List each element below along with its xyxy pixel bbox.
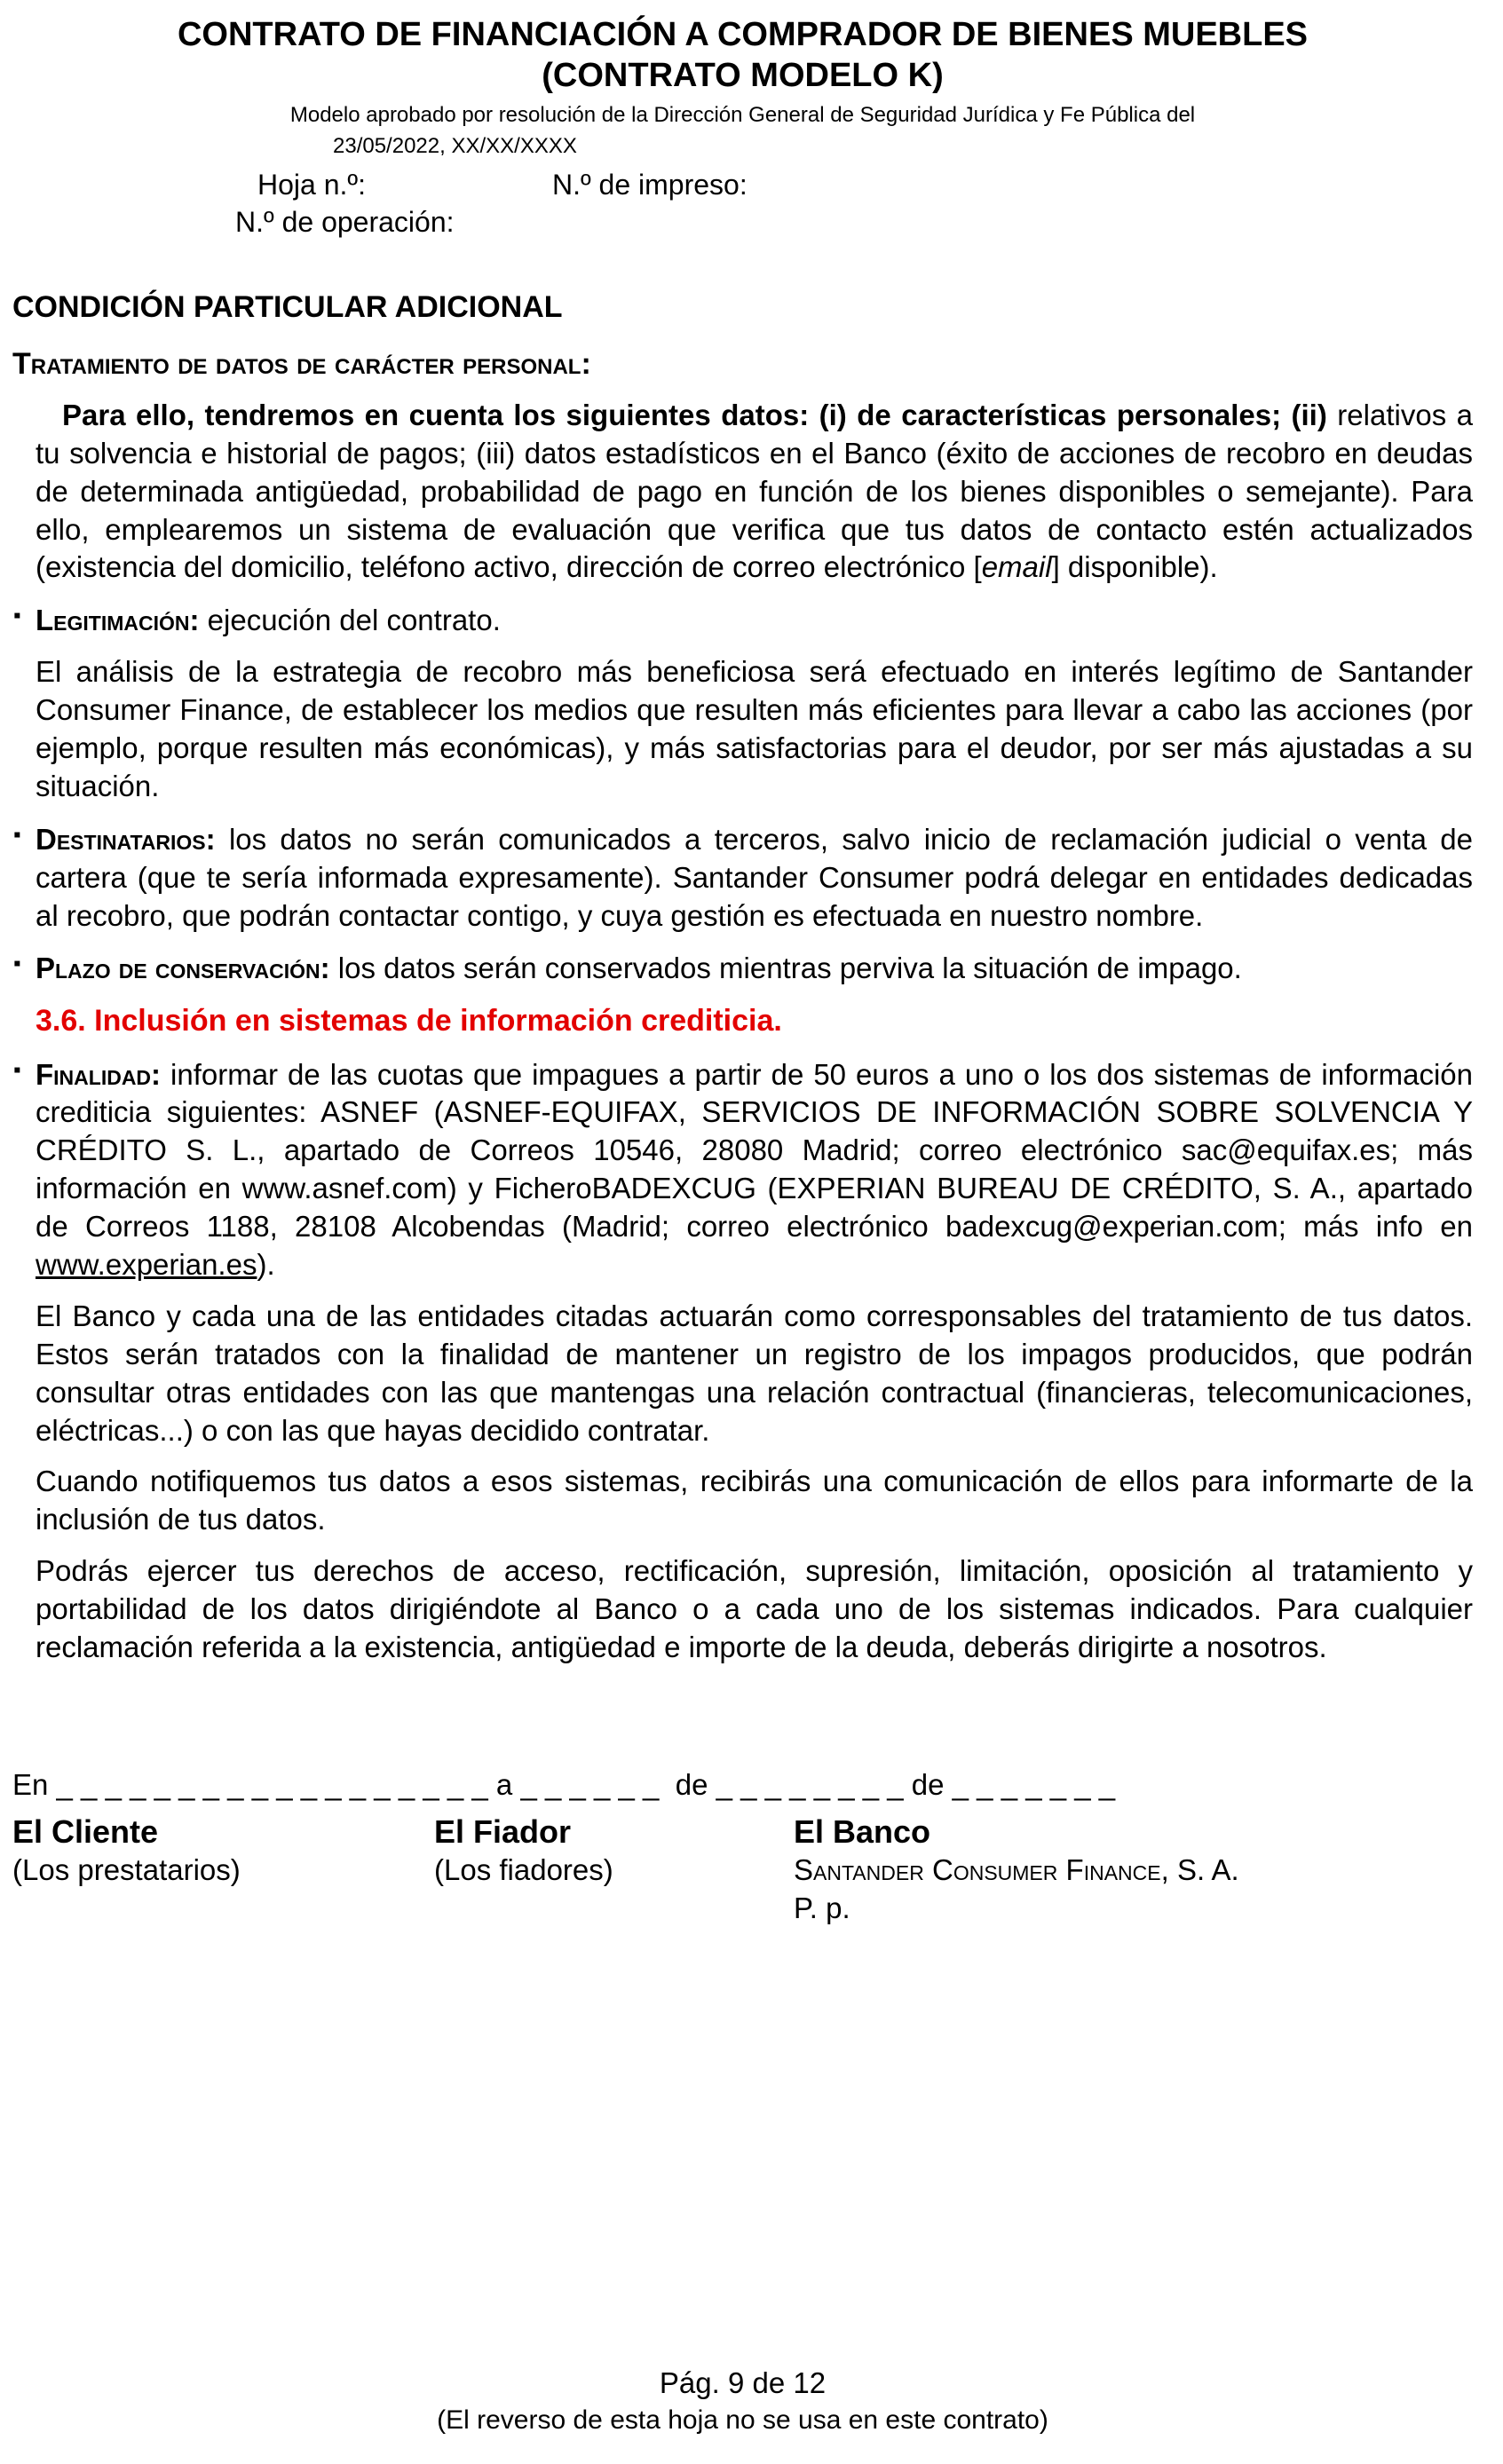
bullet-item-legitimacion xyxy=(13,602,1473,640)
reverse-side-note: (El reverso de esta hoja no se usa en este contrato) xyxy=(437,2405,1048,2435)
bullet-label-finalidad: Finalidad: xyxy=(36,1057,162,1091)
approval-resolution-text: Modelo aprobado por resolución de la Dirección General de Seguridad Jurídica y Fe Pública del xyxy=(289,102,1196,127)
bullet-text-finalidad-1: informar de las cuotas que impagues a partir de 50 euros a uno o los dos sistemas de información crediticia siguientes: ASNEF (ASNEF-EQUIFAX, SERVICIOS DE INFORMACIÓN SOBRE SOLVENCIA Y CRÉDITO S. L., apartado de Correos 10546, 28080 Madrid; correo electrónico sac@equifax.es; más información en www.asnef.com) y FicheroBADEXCUG (EXPERIAN BUREAU DE CRÉDITO, S. A., apartado de Correos 1188, 28108 Alcobendas (Madrid; correo electrónico badexcug@experian.com; más info en xyxy=(36,1057,1473,1244)
paragraph-bold-run: Para ello, tendremos en cuenta los siguientes datos: (i) de características personales; (ii) xyxy=(62,398,1327,431)
paragraph-joint-controllers: El Banco y cada una de las entidades citadas actuarán como corresponsables del tratamiento de tus datos. Estos serán tratados con la finalidad de mantener un registro de los impagos producidos, que podrán consultar otras entidades con las que mantengas una relación contractual (financieras, telecomunicaciones, eléctricas...) o con las que hayas decidido contratar. xyxy=(36,1299,1473,1447)
signature-columns xyxy=(12,1812,1473,1928)
bullet-item-destinatarios xyxy=(13,821,1473,936)
bank-title: El Banco xyxy=(794,1812,931,1850)
guarantor-title: El Fiador xyxy=(434,1812,572,1850)
bullet-text-legitimacion: ejecución del contrato. xyxy=(199,604,501,637)
paragraph-notification: Cuando notifiquemos tus datos a esos sistemas, recibirás una comunicación de ellos para informarte de la inclusión de tus datos. xyxy=(36,1465,1473,1536)
signature-date-line: En _ _ _ _ _ _ _ _ _ _ _ _ _ _ _ _ _ _ a _ _ _ _ _ _ de _ _ _ _ _ _ _ _ de _ _ _ _ _ _ _ xyxy=(12,1767,1116,1801)
square-bullet-icon: ▪ xyxy=(13,952,21,976)
bullet-label-destinatarios: Destinatarios: xyxy=(36,822,216,856)
square-bullet-icon: ▪ xyxy=(13,1057,21,1082)
print-number-label: N.º de impreso: xyxy=(551,169,748,201)
bullet-text-plazo-conservacion: los datos serán conservados mientras perviva la situación de impago. xyxy=(329,952,1242,985)
document-header xyxy=(12,14,1473,241)
bullet-text-destinatarios: los datos no serán comunicados a terceros, salvo inicio de reclamación judicial o venta de cartera (que te sería informada expresamente). Santander Consumer podrá delegar en entidades dedicadas al recobro, que podrán contactar contigo, y cuya gestión es efectuada en nuestro nombre. xyxy=(36,822,1473,932)
guarantor-subtitle: (Los fiadores) xyxy=(434,1852,613,1886)
square-bullet-icon: ▪ xyxy=(13,604,21,628)
paragraph-rights: Podrás ejercer tus derechos de acceso, rectificación, supresión, limitación, oposición al tratamiento y portabilidad de los datos dirigiéndote al Banco o a cada uno de los sistemas indicados. Para cualquier reclamación referida a la existencia, antigüedad e importe de la deuda, deberás dirigirte a nosotros. xyxy=(36,1554,1473,1663)
bullet-text-finalidad-2: ). xyxy=(257,1247,275,1281)
client-title: El Cliente xyxy=(12,1812,159,1850)
square-bullet-icon: ▪ xyxy=(13,822,21,847)
client-subtitle: (Los prestatarios) xyxy=(12,1852,241,1886)
contract-body xyxy=(12,241,1473,1667)
bullet-item-finalidad xyxy=(13,1056,1473,1284)
approval-date-text: 23/05/2022, XX/XX/XXXX xyxy=(333,133,577,158)
paragraph-text-run-2: ] disponible). xyxy=(1051,550,1218,584)
page-number: Pág. 9 de 12 xyxy=(659,2366,827,2400)
bullet-label-plazo-conservacion: Plazo de conservación: xyxy=(36,952,330,985)
signature-section xyxy=(12,1766,1473,1928)
guarantor-signature-block xyxy=(434,1812,794,1928)
page-footer xyxy=(12,2365,1473,2437)
bank-name: Santander Consumer Finance, S. A. xyxy=(794,1852,1239,1886)
form-numbers-row xyxy=(257,167,1473,204)
client-signature-block xyxy=(12,1812,434,1928)
bank-pp: P. p. xyxy=(794,1891,850,1924)
bank-signature-block xyxy=(794,1812,1473,1928)
bullet-label-legitimacion: Legitimación: xyxy=(36,604,200,637)
section-heading-credit-information-systems: 3.6. Inclusión en sistemas de información crediticia. xyxy=(36,1004,782,1039)
operation-number-row xyxy=(235,204,1473,241)
paragraph-evaluation-data xyxy=(36,397,1473,587)
experian-link[interactable]: www.experian.es xyxy=(36,1247,257,1281)
paragraph-recovery-strategy: El análisis de la estrategia de recobro más beneficiosa será efectuado en interés legítimo de Santander Consumer Finance, de establecer los medios que resulten más eficientes para llevar a cabo las acciones (por ejemplo, porque resulten más económicas), y más satisfactorias para el deudor, por ser más ajustadas a su situación. xyxy=(36,655,1473,802)
section-heading-data-processing: Tratamiento de datos de carácter personal: xyxy=(12,346,591,381)
email-italic-word: email xyxy=(981,550,1052,584)
section-heading-additional-condition: CONDICIÓN PARTICULAR ADICIONAL xyxy=(12,289,563,324)
document-subtitle: (CONTRATO MODELO K) xyxy=(542,57,944,95)
sheet-number-label: Hoja n.º: xyxy=(257,169,366,201)
paragraph-text-run-1: relativos a tu solvencia e historial de pagos; (iii) datos estadísticos en el Banco (éxito de acciones de recobro en deudas de determinada antigüedad, probabilidad de pago en función de los bienes disponibles o semejante). Para ello, emplearemos un sistema de evaluación que verifica que tus datos de contacto estén actualizados (existencia del domicilio, teléfono activo, dirección de correo electrónico [ xyxy=(36,398,1473,584)
operation-number-label: N.º de operación: xyxy=(235,205,455,238)
document-title: CONTRATO DE FINANCIACIÓN A COMPRADOR DE BIENES MUEBLES xyxy=(177,16,1309,53)
bullet-item-plazo-conservacion xyxy=(13,950,1473,988)
